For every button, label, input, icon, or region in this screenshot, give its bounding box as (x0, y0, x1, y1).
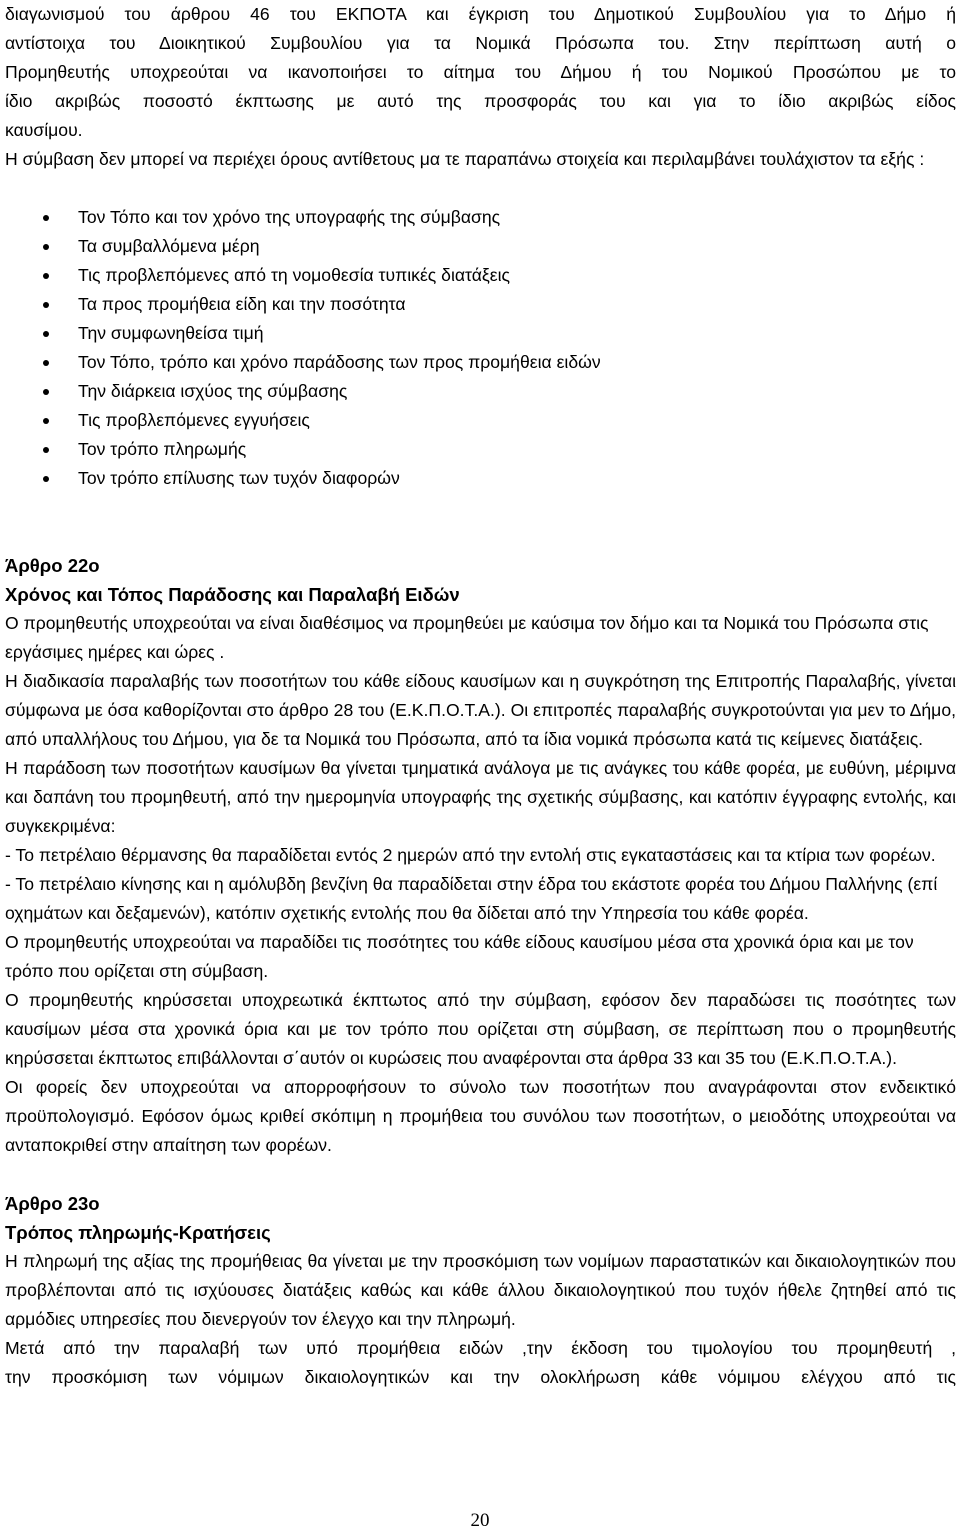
list-item: Την διάρκεια ισχύος της σύμβασης (5, 377, 956, 406)
article-22-p3: Η παράδοση των ποσοτήτων καυσίμων θα γίνεται τμηματικά ανάλογα με τις ανάγκες του κάθε φορέα, με ευθύνη, μέριμνα και δαπάνη του προμηθευτή, από την ημερομηνία υπογραφής της σχετικής σύμβασης, και κατόπιν έγγραφης εντολής, και συγκεκριμένα: (5, 758, 956, 836)
contract-items-list (5, 203, 956, 493)
bullet-icon (43, 360, 49, 366)
bullet-icon (43, 273, 49, 279)
article-22-number: Άρθρο 22ο (5, 555, 100, 576)
intro-line: διαγωνισμού του άρθρου 46 του ΕΚΠΟΤΑ και έγκριση του Δημοτικού Συμβουλίου για το Δήμο ή (5, 4, 956, 24)
intro-line: αντίστοιχα του Διοικητικού Συμβουλίου για τα Νομικά Πρόσωπα του. Στην περίπτωση αυτή ο (5, 33, 956, 53)
list-item: Τις προβλεπόμενες από τη νομοθεσία τυπικές διατάξεις (5, 261, 956, 290)
list-item: Τον Τόπο, τρόπο και χρόνο παράδοσης των προς προμήθεια ειδών (5, 348, 956, 377)
list-item: Τα προς προμήθεια είδη και την ποσότητα (5, 290, 956, 319)
article-22-p8: Οι φορείς δεν υποχρεούται να απορροφήσουν το σύνολο των ποσοτήτων που αναγράφονται στον ενδεικτικό προϋπολογισμό. Εφόσον όμως κριθεί σκόπιμη η προμήθεια του συνόλου των ποσοτήτων, ο μειοδότης υποχρεούται να ανταποκριθεί στην απαίτηση των φορέων. (5, 1077, 956, 1155)
list-item: Τον τρόπο επίλυσης των τυχόν διαφορών (5, 464, 956, 493)
list-item: Τις προβλεπόμενες εγγυήσεις (5, 406, 956, 435)
article-23-title: Τρόπος πληρωμής-Κρατήσεις (5, 1222, 271, 1243)
list-item: Τα συμβαλλόμενα μέρη (5, 232, 956, 261)
bullet-icon (43, 302, 49, 308)
contract-intro: Η σύμβαση δεν μπορεί να περιέχει όρους αντίθετους μα τε παραπάνω στοιχεία και περιλαμβάνει τουλάχιστον τα εξής : (5, 149, 925, 169)
list-item: Τον τρόπο πληρωμής (5, 435, 956, 464)
article-22-p2: Η διαδικασία παραλαβής των ποσοτήτων του κάθε είδους καυσίμων και η συγκρότηση της Επιτροπής Παραλαβής, γίνεται σύμφωνα με όσα καθορίζονται στο άρθρο 28 του (Ε.Κ.Π.Ο.Τ.Α.). Οι επιτροπές παραλαβής συγκροτούνται για μεν το Δήμο, από υπαλλήλους του Δήμου, για δε τα Νομικά του Πρόσωπα, από τα ίδια νομικά πρόσωπα κατά τις κείμενες διατάξεις. (5, 671, 956, 749)
bullet-icon (43, 476, 49, 482)
article-23-p2-line: Μετά από την παραλαβή των υπό προμήθεια ειδών ,την έκδοση του τιμολογίου του προμηθευτή , (5, 1338, 956, 1358)
document-page (5, 0, 956, 1392)
intro-line: ίδιο ακριβώς ποσοστό έκπτωσης με αυτό της προσφοράς του και για το ίδιο ακριβώς είδος (5, 91, 956, 111)
article-23-p1: Η πληρωμή της αξίας της προμήθειας θα γίνεται με την προσκόμιση των νομίμων παραστατικών και δικαιολογητικών που προβλέπονται από τις ισχύουσες διατάξεις καθώς και κάθε άλλου δικαιολογητικού που τυχόν ήθελε ζητηθεί από τις αρμόδιες υπηρεσίες που διενεργούν τον έλεγχο και την πληρωμή. (5, 1251, 956, 1329)
article-22-p6: Ο προμηθευτής υποχρεούται να παραδίδει τις ποσότητες του κάθε είδους καυσίμου μέσα στα χρονικά όρια και με τον τρόπο που ορίζεται στη σύμβαση. (5, 932, 914, 981)
article-22-p5: - Το πετρέλαιο κίνησης και η αμόλυβδη βενζίνη θα παραδίδεται στην έδρα του εκάστοτε φορέα του Δήμου Παλλήνης (επί οχημάτων και δεξαμενών), κατόπιν σχετικής εντολής που θα δίδεται από την Υπηρεσία του κάθε φορέα. (5, 874, 938, 923)
article-22-title: Χρόνος και Τόπος Παράδοσης και Παραλαβή Ειδών (5, 584, 460, 605)
article-22-p1: Ο προμηθευτής υποχρεούται να είναι διαθέσιμος να προμηθεύει με καύσιμα τον δήμο και τα Νομικά του Πρόσωπα στις εργάσιμες ημέρες και ώρες . (5, 613, 929, 662)
list-item: Την συμφωνηθείσα τιμή (5, 319, 956, 348)
bullet-icon (43, 331, 49, 337)
intro-line: καυσίμου. (5, 120, 83, 140)
article-23-p2-line: την προσκόμιση των νόμιμων δικαιολογητικών και την ολοκλήρωση κάθε νόμιμου ελέγχου από τις (5, 1367, 956, 1387)
bullet-icon (43, 244, 49, 250)
bullet-icon (43, 418, 49, 424)
article-22-p7: Ο προμηθευτής κηρύσσεται υποχρεωτικά έκπτωτος από την σύμβαση, εφόσον δεν παραδώσει τις ποσότητες των καυσίμων μέσα στα χρονικά όρια και με τον τρόπο που ορίζεται στη σύμβαση, σε περίπτωση που ο προμηθευτής κηρύσσεται έκπτωτος επιβάλλονται σ΄αυτόν οι κυρώσεις που αναφέρονται στα άρθρα 33 και 35 του (Ε.Κ.Π.Ο.Τ.Α.). (5, 990, 956, 1068)
article-22-p4: - Το πετρέλαιο θέρμανσης θα παραδίδεται εντός 2 ημερών από την εντολή στις εγκαταστάσεις και τα κτίρια των φορέων. (5, 845, 936, 865)
article-23-number: Άρθρο 23ο (5, 1193, 100, 1214)
bullet-icon (43, 215, 49, 221)
intro-line: Προμηθευτής υποχρεούται να ικανοποιήσει το αίτημα του Δήμου ή του Νομικού Προσώπου με το (5, 62, 956, 82)
bullet-icon (43, 447, 49, 453)
list-item: Τον Τόπο και τον χρόνο της υπογραφής της σύμβασης (5, 203, 956, 232)
page-number: 20 (470, 1510, 490, 1531)
bullet-icon (43, 389, 49, 395)
intro-paragraph (5, 0, 956, 145)
